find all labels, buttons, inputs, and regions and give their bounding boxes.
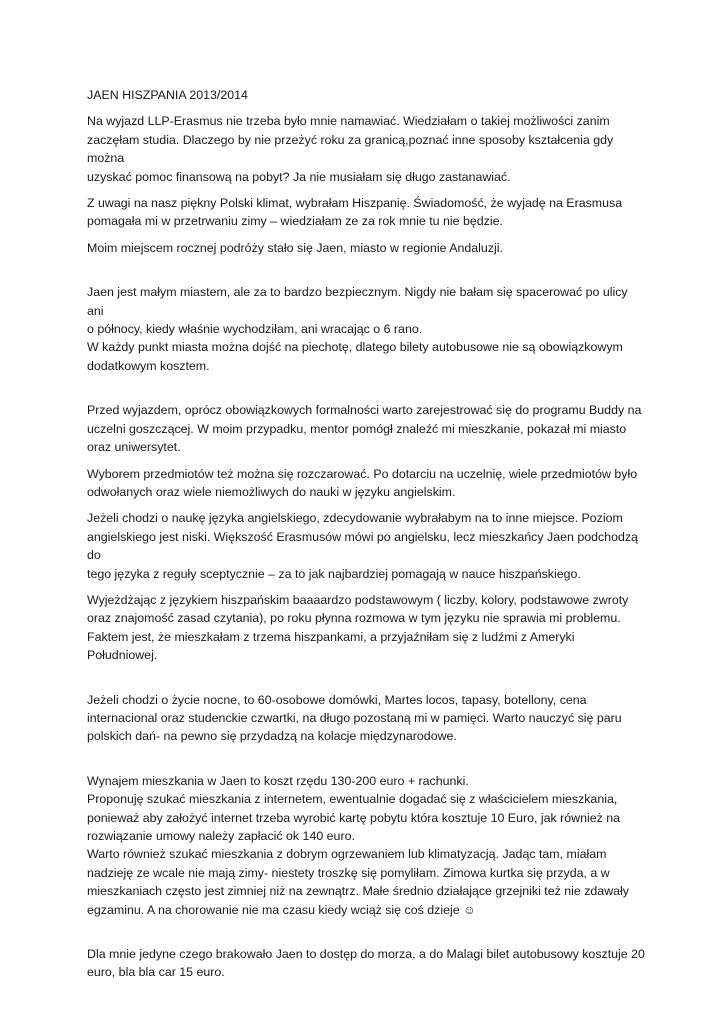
paragraph-housing: Wynajem mieszkania w Jaen to koszt rzędu 130-200 euro + rachunki. Proponuję szukać mieszkania z internetem, ewentualnie dogadać się z właścicielem mieszkania, ponieważ aby założyć internet trzeba wyrobić kartę pobytu która kosztuje 10 Euro, jak również na rozwiązanie umowy należy zapłacić ok 140 euro. Warto również szukać mieszkania z dobrym ogrzewaniem lub klimatyzacją. Jadąc tam, miałam nadzieję ze wcale nie mają zimy- niestety troszkę się pomyliłam. Zimowa kurtka się przyda, a w mieszkaniach często jest zimniej niż na zewnątrz. Małe średnio działające grzejniki też nie zdawały egzaminu. A na chorowanie nie ma czasu kiedy wciąż się coś dzieje ☺ — [87, 773, 629, 917]
document-body — [87, 86, 647, 990]
paragraph-english: Jeżeli chodzi o naukę języka angielskiego, zdecydowanie wybrałabym na to inne miejsce. Poziom angielskiego jest niski. Większość Erasmusów mówi po angielsku, lecz mieszkańcy Jaen podchodzą do tego języka z reguły sceptycznie – za to jak najbardziej pomagają w nauce hiszpańskiego. — [87, 511, 638, 581]
paragraph-spanish: Wyjeżdżając z językiem hiszpańskim baaaardzo podstawowym ( liczby, kolory, podstawowe zwroty oraz znajomość zasad czytania), po roku płynna rozmowa w tym języku nie sprawia mi problemu. Faktem jest, że mieszkałam z trzema hiszpankami, a przyjaźniłam się z ludźmi z Ameryki Południowej. — [87, 592, 629, 663]
paragraph-buddy-program: Przed wyjazdem, oprócz obowiązkowych formalności warto zarejestrować się do programu Buddy na uczelni goszczącej. W moim przypadku, mentor pomógł znaleźć mi mieszkanie, pokazał mi miasto oraz uniwersytet. — [87, 403, 642, 455]
paragraph-destination: Moim miejscem rocznej podróży stało się Jaen, miasto w regionie Andaluzji. — [87, 240, 503, 255]
paragraph-courses: Wyborem przedmiotów też można się rozczarować. Po dotarciu na uczelnię, wiele przedmiotów było odwołanych oraz wiele niemożliwych do nauki w języku angielskim. — [87, 466, 638, 499]
paragraph-sea: Dla mnie jedyne czego brakowało Jaen to dostęp do morza, a do Malagi bilet autobusowy kosztuje 20 euro, bla bla car 15 euro. — [87, 947, 645, 980]
paragraph-city: Jaen jest małym miastem, ale za to bardzo bezpiecznym. Nigdy nie bałam się spacerować po ulicy ani o północy, kiedy właśnie wychodziłam, ani wracając o 6 rano. W każdy punkt miasta można dojść na piechotę, dlatego bilety autobusowe nie są obowiązkowym dodatkowym kosztem. — [87, 285, 628, 373]
paragraph-climate: Z uwagi na nasz piękny Polski klimat, wybrałam Hiszpanię. Świadomość, że wyjadę na Erasmusa pomagała mi w przetrwaniu zimy – wiedziałam ze za rok mnie tu nie będzie. — [87, 196, 623, 229]
document-title: JAEN HISZPANIA 2013/2014 — [87, 88, 248, 102]
paragraph-nightlife: Jeżeli chodzi o życie nocne, to 60-osobowe domówki, Martes locos, tapasy, botellony, cena internacional oraz studenckie czwartki, na długo pozostaną mi w pamięci. Warto nauczyć się paru polskich dań- na pewno się przydadzą na kolacje międzynarodowe. — [87, 692, 622, 744]
paragraph-erasmus-intro: Na wyjazd LLP-Erasmus nie trzeba było mnie namawiać. Wiedziałam o takiej możliwości zanim zaczęłam studia. Dlaczego by nie przeżyć roku za granicą,poznać inne sposoby kształcenia gdy można uzyskać pomoc finansową na pobyt? Ja nie musiałam się długo zastanawiać. — [87, 114, 614, 184]
